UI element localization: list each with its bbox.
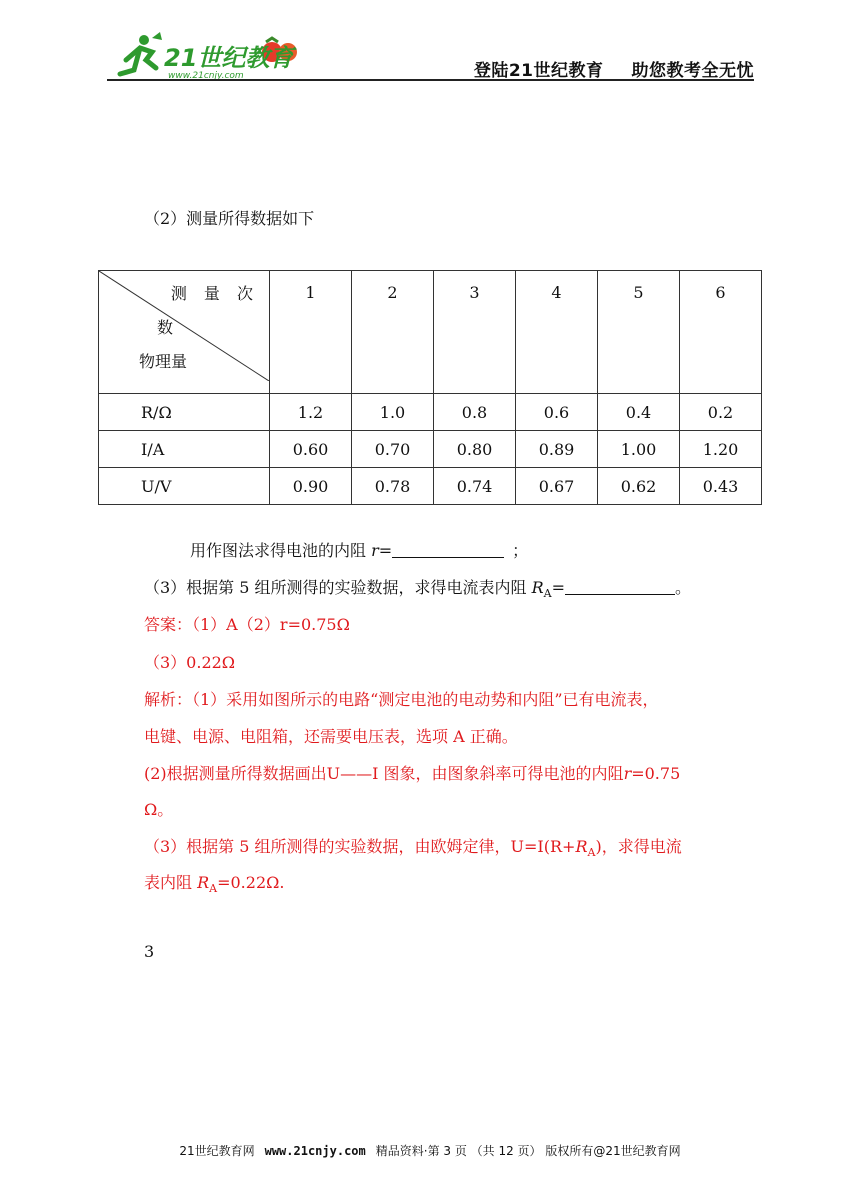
corner-label-top: 测 量 次: [170, 284, 259, 303]
table-cell: 0.6: [516, 394, 598, 431]
subscript-A: A: [209, 882, 218, 896]
question-text: 用作图法求得电池的内阻: [190, 541, 372, 560]
analysis-line-4: Ω。: [144, 800, 174, 819]
table-cell: 1.20: [680, 431, 762, 468]
analysis-line-2: 电键、电源、电阻箱，还需要电压表，选项 A 正确。: [144, 727, 518, 746]
variable-R: R: [531, 578, 544, 597]
punctuation: 。: [675, 578, 692, 597]
table-corner-cell: [99, 271, 270, 394]
table-row: [99, 431, 762, 468]
table-cell: 1.00: [598, 431, 680, 468]
row-label: U/V: [99, 468, 270, 505]
slogan-left: 登陆21世纪教育: [473, 61, 604, 81]
question-text: （3）根据第 5 组所测得的实验数据，求得电流表内阻: [144, 578, 532, 597]
punctuation: ；: [512, 541, 529, 560]
table-cell: 0.60: [270, 431, 352, 468]
table-cell: 0.4: [598, 394, 680, 431]
equals-sign: =: [378, 541, 393, 560]
table-cell: 0.78: [352, 468, 434, 505]
table-cell: 0.70: [352, 431, 434, 468]
trial-header: 3: [434, 271, 516, 394]
page-number: 3: [144, 942, 155, 961]
table-row: [99, 394, 762, 431]
question-2-line: [190, 538, 528, 561]
subscript-A: A: [587, 846, 596, 860]
page-footer: [0, 1142, 860, 1159]
trial-header: 2: [352, 271, 434, 394]
table-cell: 0.74: [434, 468, 516, 505]
equals-sign: =: [551, 578, 566, 597]
analysis-line-3: [144, 761, 680, 784]
variable-r: r: [371, 541, 379, 560]
footer-right: 精品资料·第 3 页 （共 12 页） 版权所有@21世纪教育网: [375, 1144, 681, 1158]
table-header-row: [99, 271, 762, 394]
variable-R: R: [197, 873, 210, 892]
footer-site-link[interactable]: www.21cnjy.com: [264, 1144, 366, 1158]
table-cell: 1.0: [352, 394, 434, 431]
subscript-A: A: [543, 587, 552, 601]
answer-blank: [392, 541, 504, 558]
row-label: R/Ω: [99, 394, 270, 431]
table-cell: 0.2: [680, 394, 762, 431]
table-cell: 0.89: [516, 431, 598, 468]
table-cell: 0.8: [434, 394, 516, 431]
analysis-text: =0.75: [631, 764, 681, 783]
brand-logo: [112, 30, 312, 82]
table-cell: 0.80: [434, 431, 516, 468]
table-cell: 0.90: [270, 468, 352, 505]
footer-left: 21世纪教育网: [179, 1144, 255, 1158]
analysis-text: (2)根据测量所得数据画出U——I 图象，由图象斜率可得电池的内阻: [144, 764, 624, 783]
header-divider: [107, 79, 754, 81]
analysis-text: 表内阻: [144, 873, 198, 892]
header-slogan: [474, 56, 754, 81]
trial-header: 5: [598, 271, 680, 394]
answer-line-2: （3）0.22Ω: [144, 653, 236, 672]
table-cell: 0.67: [516, 468, 598, 505]
analysis-text: )，求得电流: [595, 837, 682, 856]
variable-r: r: [623, 764, 632, 783]
logo-url: www.21cnjy.com: [168, 71, 244, 81]
trial-header: 4: [516, 271, 598, 394]
variable-R: R: [575, 837, 588, 856]
analysis-line-6: [144, 870, 284, 895]
analysis-text: （3）根据第 5 组所测得的实验数据，由欧姆定律，U=I(R+: [144, 837, 576, 856]
table-row: [99, 468, 762, 505]
analysis-line-5: [144, 834, 682, 859]
measurement-table: [98, 270, 762, 505]
corner-label-bottom: 物理量: [139, 352, 188, 371]
row-label: I/A: [99, 431, 270, 468]
corner-label-middle: 数: [157, 318, 174, 337]
slogan-right: 助您教考全无忧: [631, 61, 754, 81]
section-heading: （2）测量所得数据如下: [144, 209, 315, 228]
analysis-line-1: 解析：（1）采用如图所示的电路“测定电池的电动势和内阻”已有电流表，: [144, 690, 659, 709]
table-cell: 1.2: [270, 394, 352, 431]
answer-blank: [565, 578, 675, 595]
table-cell: 0.62: [598, 468, 680, 505]
table-cell: 0.43: [680, 468, 762, 505]
analysis-text: =0.22Ω.: [217, 873, 285, 892]
trial-header: 1: [270, 271, 352, 394]
question-3-line: [144, 575, 691, 600]
trial-header: 6: [680, 271, 762, 394]
logo-text: 21世纪教育: [164, 44, 294, 72]
answer-line-1: 答案：（1）A（2）r=0.75Ω: [144, 615, 350, 634]
